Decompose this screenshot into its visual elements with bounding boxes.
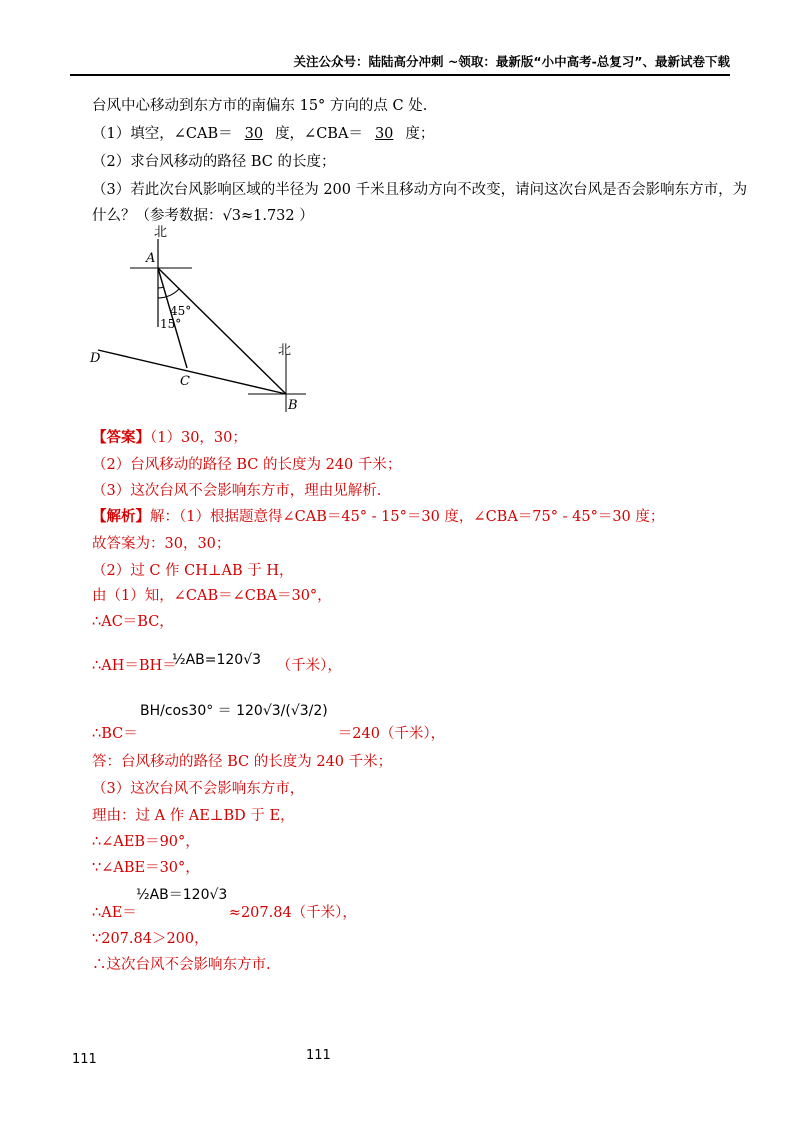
point-c-label: C xyxy=(180,374,190,389)
formula-bc: BH/cos30° ＝ 120√3/(√3/2) xyxy=(140,703,328,719)
question-intro: 台风中心移动到东方市的南偏东 15° 方向的点 C 处. xyxy=(92,98,428,114)
analysis-line-3: （2）过 C 作 CH⊥AB 于 H， xyxy=(92,563,294,579)
analysis-line-9: （3）这次台风不会影响东方市， xyxy=(92,781,305,797)
point-b-label: B xyxy=(288,398,298,413)
page-number-left: 111 xyxy=(72,1052,97,1067)
analysis-line-13: ∴AE＝ ≈207.84（千米）， xyxy=(92,905,357,921)
analysis-label: 【解析】 xyxy=(92,508,150,525)
answer-line-2: （2）台风移动的路径 BC 的长度为 240 千米； xyxy=(92,457,402,473)
answer-line-1: 【答案】（1）30，30； xyxy=(92,429,247,446)
angle-45-label: 45° xyxy=(170,304,192,318)
header-text: 关注公众号：陆陆高分冲刺 ~领取：最新版“小中高考-总复习”、最新试卷下载 xyxy=(293,54,730,69)
analysis-line-11: ∴∠AEB＝90°， xyxy=(92,834,200,850)
analysis-line-2: 故答案为：30，30； xyxy=(92,536,231,552)
answer-line-3: （3）这次台风不会影响东方市，理由见解析. xyxy=(92,483,382,499)
analysis-line-6: ∴AH＝BH＝ （千米）， xyxy=(92,658,342,674)
question-1: （1）填空，∠CAB＝ 30 度，∠CBA＝ 30 度； xyxy=(92,126,435,142)
point-d-label: D xyxy=(90,351,101,366)
analysis-line-12: ∵∠ABE＝30°， xyxy=(92,860,200,876)
question-3-line1: （3）若此次台风影响区域的半径为 200 千米且移动方向不改变，请问这次台风是否会影响东方市，为 xyxy=(92,182,748,198)
analysis-line-10: 理由：过 A 作 AE⊥BD 于 E， xyxy=(92,808,295,824)
analysis-line-14: ∵207.84＞200， xyxy=(92,931,209,947)
formula-ae: ½AB＝120√3 xyxy=(136,887,228,903)
analysis-line-15: ∴这次台风不会影响东方市. xyxy=(92,957,271,973)
blank-cab: 30 xyxy=(244,126,264,142)
angle-15-label: 15° xyxy=(160,317,182,331)
geometry-figure xyxy=(80,222,320,417)
analysis-line-5: ∴AC＝BC， xyxy=(92,614,174,630)
blank-cba: 30 xyxy=(374,126,394,142)
analysis-line-7: ∴BC＝ ＝240（千米）， xyxy=(92,726,446,742)
answer-label: 【答案】 xyxy=(92,429,150,446)
page-header xyxy=(70,52,730,76)
page-number-center: 111 xyxy=(306,1048,331,1063)
question-2: （2）求台风移动的路径 BC 的长度； xyxy=(92,154,336,170)
question-3-line2: 什么？（参考数据：√3≈1.732 ） xyxy=(92,208,314,224)
point-a-label: A xyxy=(146,251,156,266)
north-label-b: 北 xyxy=(278,343,292,358)
formula-ah: ½AB=120√3 xyxy=(172,652,262,668)
north-label-a: 北 xyxy=(154,225,168,240)
analysis-line-4: 由（1）知，∠CAB＝∠CBA＝30°， xyxy=(92,588,332,604)
analysis-line-1: 【解析】解：（1）根据题意得∠CAB＝45° - 15°＝30 度，∠CBA＝75° - 45°＝30 度； xyxy=(92,508,665,525)
analysis-line-8: 答：台风移动的路径 BC 的长度为 240 千米； xyxy=(92,754,393,770)
